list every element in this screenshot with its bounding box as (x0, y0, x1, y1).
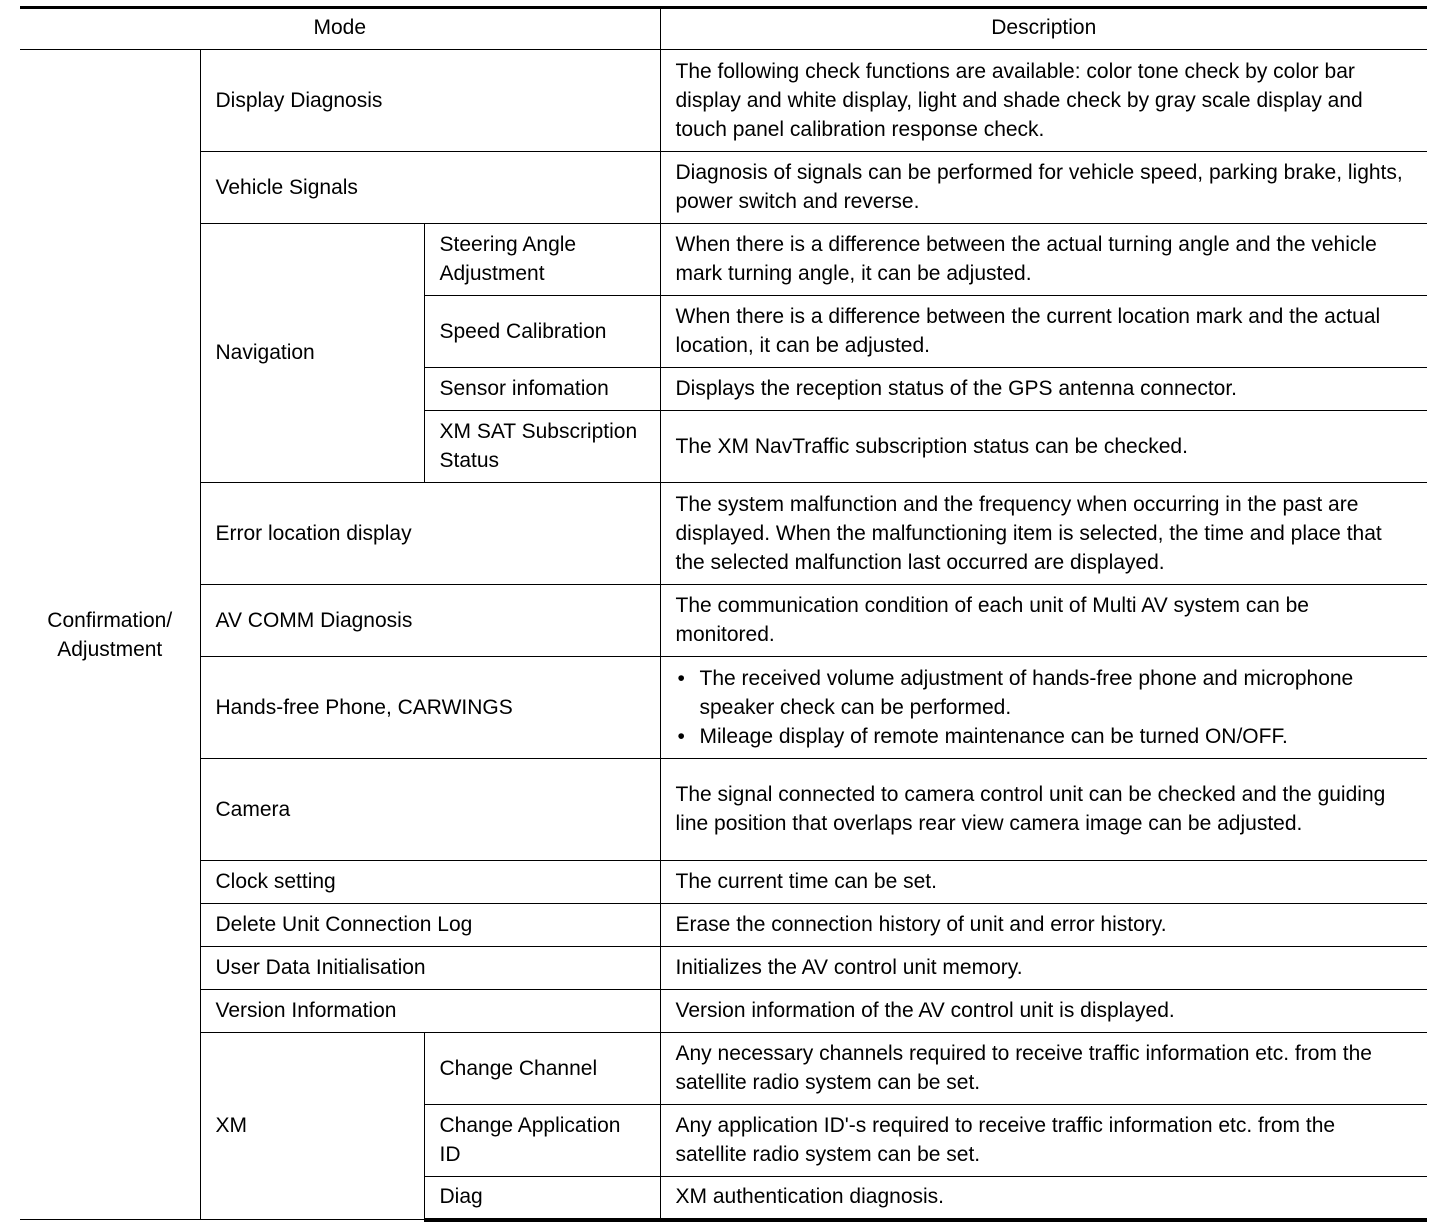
mode-delete-unit-connection-log: Delete Unit Connection Log (200, 904, 660, 947)
mode-header: Mode (20, 8, 660, 50)
table-row (20, 657, 1427, 759)
desc-error-location-display: The system malfunction and the frequency when occurring in the past are displayed. When the malfunctioning item is selected, the time and place that the selected malfunction last occurred are displayed. (660, 483, 1427, 585)
desc-change-channel: Any necessary channels required to receive traffic information etc. from the satellite radio system can be set. (660, 1033, 1427, 1105)
mode-vehicle-signals: Vehicle Signals (200, 152, 660, 224)
header-row (20, 8, 1427, 50)
mode-description-table (20, 6, 1427, 1222)
description-header: Description (660, 8, 1427, 50)
desc-av-comm-diagnosis: The communication condition of each unit of Multi AV system can be monitored. (660, 585, 1427, 657)
table-row (20, 483, 1427, 585)
desc-diag: XM authentication diagnosis. (660, 1177, 1427, 1220)
table-row (20, 861, 1427, 904)
desc-user-data-initialisation: Initializes the AV control unit memory. (660, 947, 1427, 990)
mode-clock-setting: Clock setting (200, 861, 660, 904)
desc-xm-sat-subscription-status: The XM NavTraffic subscription status can be checked. (660, 411, 1427, 483)
table-row (20, 152, 1427, 224)
table-row (20, 759, 1427, 861)
table-row (20, 1033, 1427, 1105)
table-row (20, 50, 1427, 152)
table-row (20, 224, 1427, 296)
table-row (20, 904, 1427, 947)
submode-diag: Diag (424, 1177, 660, 1220)
mode-group-confirmation-adjustment (20, 50, 200, 1220)
group-line-2: Adjustment (57, 637, 163, 661)
group-line-1: Confirmation/ (47, 608, 173, 632)
table-row (20, 990, 1427, 1033)
bullet-item: • The received volume adjustment of hands-free phone and microphone speaker check can be performed. (676, 664, 1413, 722)
desc-clock-setting: The current time can be set. (660, 861, 1427, 904)
mode-error-location-display: Error location display (200, 483, 660, 585)
desc-sensor-information: Displays the reception status of the GPS antenna connector. (660, 368, 1427, 411)
table-row (20, 947, 1427, 990)
submode-change-application-id: Change Application ID (424, 1105, 660, 1177)
desc-version-information: Version information of the AV control unit is displayed. (660, 990, 1427, 1033)
bullet-item: • Mileage display of remote maintenance can be turned ON/OFF. (676, 722, 1413, 751)
bullet-list (676, 664, 1413, 751)
mode-navigation: Navigation (200, 224, 424, 483)
desc-delete-unit-connection-log: Erase the connection history of unit and error history. (660, 904, 1427, 947)
submode-speed-calibration: Speed Calibration (424, 296, 660, 368)
mode-camera: Camera (200, 759, 660, 861)
submode-change-channel: Change Channel (424, 1033, 660, 1105)
mode-av-comm-diagnosis: AV COMM Diagnosis (200, 585, 660, 657)
mode-xm: XM (200, 1033, 424, 1220)
desc-display-diagnosis: The following check functions are available: color tone check by color bar display and white display, light and shade check by gray scale display and touch panel calibration response check. (660, 50, 1427, 152)
submode-steering-angle-adjustment: Steering Angle Adjustment (424, 224, 660, 296)
desc-change-application-id: Any application ID'-s required to receive traffic information etc. from the satellite radio system can be set. (660, 1105, 1427, 1177)
desc-speed-calibration: When there is a difference between the current location mark and the actual location, it can be adjusted. (660, 296, 1427, 368)
mode-version-information: Version Information (200, 990, 660, 1033)
mode-user-data-initialisation: User Data Initialisation (200, 947, 660, 990)
table-row (20, 585, 1427, 657)
mode-hands-free-phone-carwings: Hands-free Phone, CARWINGS (200, 657, 660, 759)
submode-xm-sat-subscription-status: XM SAT Subscription Status (424, 411, 660, 483)
mode-display-diagnosis: Display Diagnosis (200, 50, 660, 152)
desc-camera: The signal connected to camera control unit can be checked and the guiding line position that overlaps rear view camera image can be adjusted. (660, 759, 1427, 861)
submode-sensor-information: Sensor infomation (424, 368, 660, 411)
desc-steering-angle-adjustment: When there is a difference between the actual turning angle and the vehicle mark turning angle, it can be adjusted. (660, 224, 1427, 296)
desc-vehicle-signals: Diagnosis of signals can be performed for vehicle speed, parking brake, lights, power switch and reverse. (660, 152, 1427, 224)
desc-hands-free-phone-carwings (660, 657, 1427, 759)
